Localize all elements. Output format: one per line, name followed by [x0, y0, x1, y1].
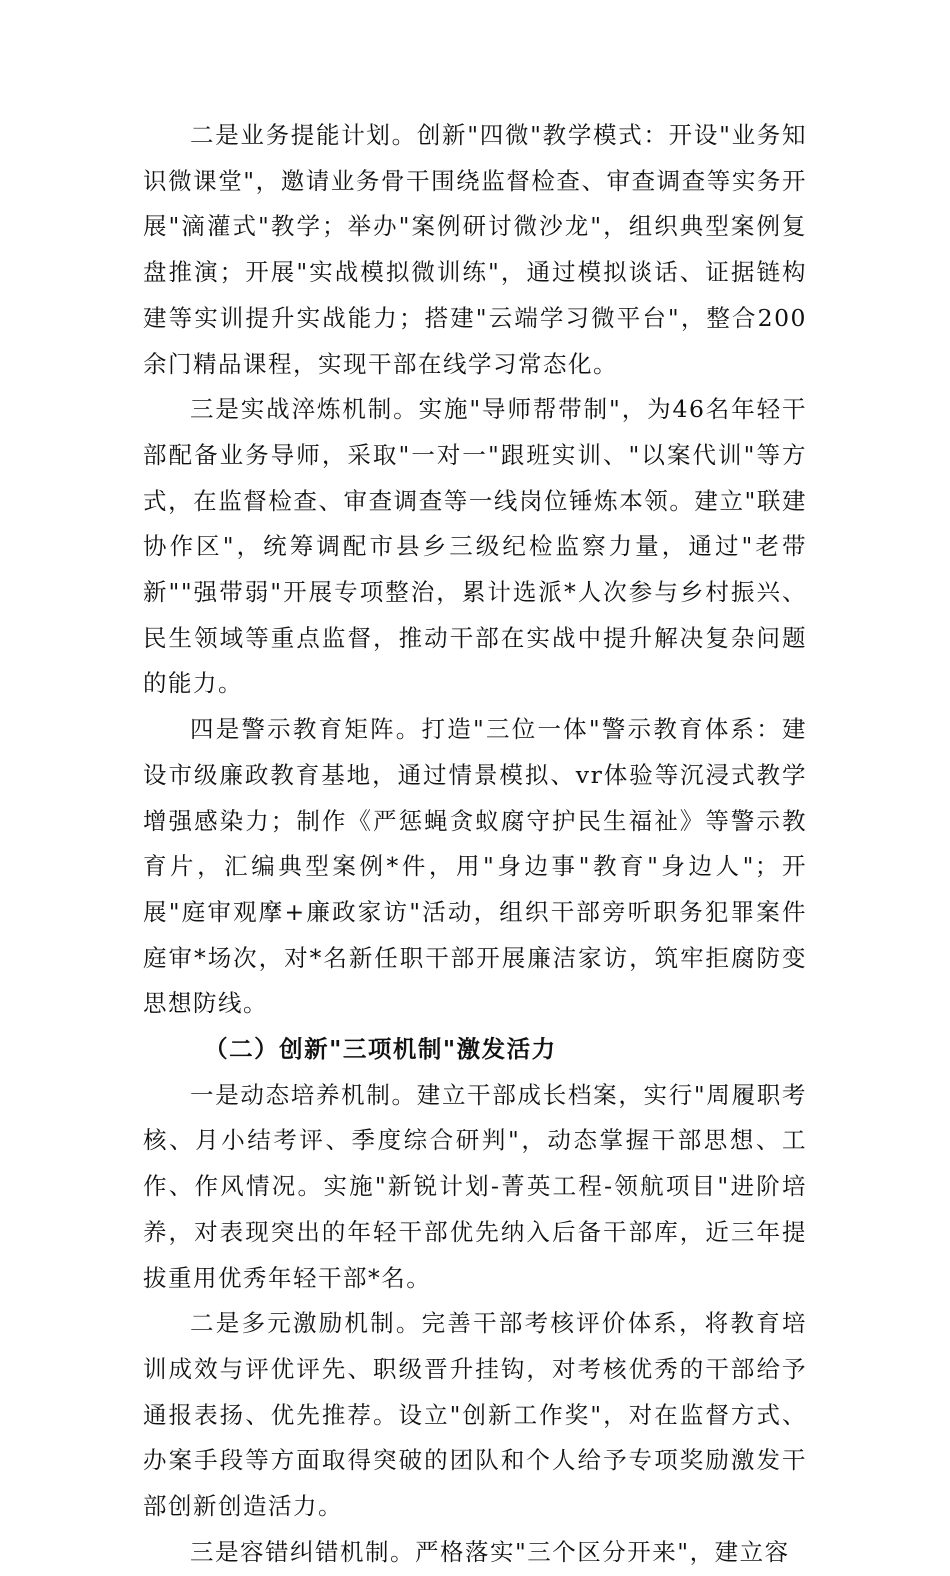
paragraph-dynamic-cultivation-mechanism: 一是动态培养机制。建立干部成长档案，实行"周履职考核、月小结考评、季度综合研判"，动态掌握干部思想、工作、作风情况。实施"新锐计划-菁英工程-领航项目"进阶培养，对表现突出的年轻干部优先纳入后备干部库，近三年提拔重用优秀年轻干部*名。 [143, 1080, 807, 1292]
document-body [143, 113, 807, 1576]
paragraph-fault-tolerance-mechanism: 三是容错纠错机制。严格落实"三个区分开来"，建立容 [190, 1537, 790, 1566]
paragraph-warning-education-matrix: 四是警示教育矩阵。打造"三位一体"警示教育体系：建设市级廉政教育基地，通过情景模拟、vr体验等沉浸式教学增强感染力；制作《严惩蝇贪蚁腐守护民生福祉》等警示教育片，汇编典型案例*件，用"身边事"教育"身边人"；开展"庭审观摩+廉政家访"活动，组织干部旁听职务犯罪案件庭审*场次，对*名新任职干部开展廉洁家访，筑牢拒腐防变思想防线。 [143, 715, 807, 1018]
paragraph-business-capability-plan: 二是业务提能计划。创新"四微"教学模式：开设"业务知识微课堂"，邀请业务骨干围绕监督检查、审查调查等实务开展"滴灌式"教学；举办"案例研讨微沙龙"，组织典型案例复盘推演；开展"实战模拟微训练"，通过模拟谈话、证据链构建等实训提升实战能力；搭建"云端学习微平台"，整合200余门精品课程，实现干部在线学习常态化。 [143, 121, 807, 378]
paragraph-diversified-incentive-mechanism: 二是多元激励机制。完善干部考核评价体系，将教育培训成效与评优评先、职级晋升挂钩，对考核优秀的干部给予通报表扬、优先推荐。设立"创新工作奖"，对在监督方式、办案手段等方面取得突破的团队和个人给予专项奖励激发干部创新创造活力。 [143, 1309, 807, 1521]
paragraph-practical-training-mechanism: 三是实战淬炼机制。实施"导师帮带制"，为46名年轻干部配备业务导师，采取"一对一"跟班实训、"以案代训"等方式，在监督检查、审查调查等一线岗位锤炼本领。建立"联建协作区"，统筹调配市县乡三级纪检监察力量，通过"老带新""强带弱"开展专项整治，累计选派*人次参与乡村振兴、民生领域等重点监督，推动干部在实战中提升解决复杂问题的能力。 [143, 395, 807, 698]
section-heading-three-mechanisms: （二）创新"三项机制"激发活力 [204, 1035, 557, 1064]
